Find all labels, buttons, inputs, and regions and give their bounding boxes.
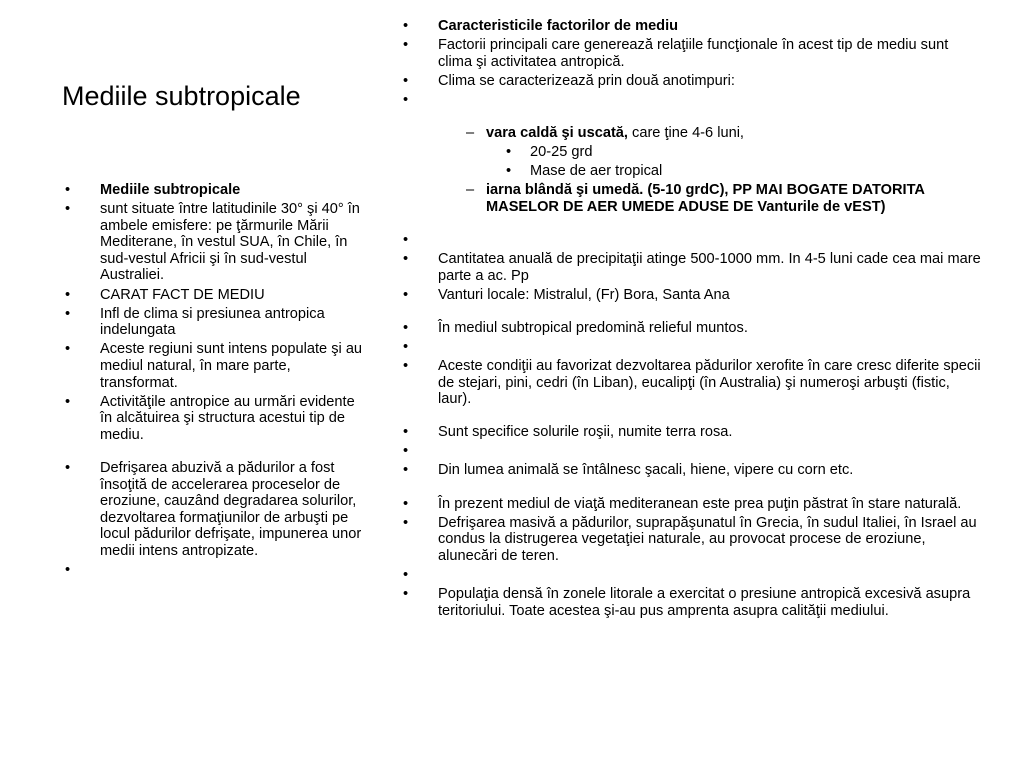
right-bullet-item — [400, 73, 982, 90]
bullet-text: Populaţia densă în zonele litorale a exercitat o presiune antropică excesivă asupra teritoriului. Toate acestea şi-au pus amprenta asupra calităţii mediului. — [438, 586, 971, 619]
bullet-text: Vanturi locale: Mistralul, (Fr) Bora, Santa Ana — [438, 286, 730, 303]
bullet-text: Aceste regiuni sunt intens populate şi au mediul natural, în mare parte, transformat. — [100, 341, 363, 391]
left-bullet-item — [62, 182, 368, 199]
left-bullet-item — [62, 306, 368, 339]
right-bullet-item — [400, 18, 982, 35]
right-bullet-item — [400, 125, 982, 142]
left-bullet-item — [62, 201, 368, 284]
right-bullet-item — [400, 182, 982, 215]
bullet-bold-text: vara caldă şi uscată, — [486, 124, 628, 141]
right-bullet-item — [400, 424, 982, 441]
bullet-text: Caracteristicile factorilor de mediu — [438, 18, 679, 34]
slide-title: Mediile subtropicale — [62, 81, 301, 111]
right-bullet-item — [400, 358, 982, 408]
bullet-text: Infl de clima si presiunea antropica indelungata — [100, 305, 325, 339]
right-bullet-item — [400, 462, 982, 479]
right-column-list — [400, 18, 982, 622]
bullet-text: Aceste condiţii au favorizat dezvoltarea pădurilor xerofite în care cresc diferite specii de stejari, pini, cedri (în Liban), eucalipţi (în Australia) şi numeroşi arbuşti (fistic, laur). — [438, 358, 981, 408]
right-bullet-item — [400, 92, 982, 109]
bullet-text: Defrişarea abuzivă a pădurilor a fost însoţită de accelerarea proceselor de eroziune, cauzând degradarea solurilor, dezvoltarea formaţiunilor de arbuşti pe locul pădurilor defrişate, impunerea unor medii intens antropizate. — [100, 459, 362, 559]
bullet-text: Defrişarea masivă a pădurilor, suprapăşunatul în Grecia, în sudul Italiei, în Israel au condus la distrugerea vegetaţiei naturale, au provocat procese de eroziune, alunecări de teren. — [438, 514, 977, 564]
right-bullet-item — [400, 496, 982, 513]
right-bullet-item — [400, 232, 982, 249]
bullet-text: Mediile subtropicale — [100, 182, 241, 198]
left-bullet-item — [62, 562, 368, 579]
right-bullet-item — [400, 163, 982, 180]
bullet-text: iarna blândă şi umedă. (5-10 grdC), PP MAI BOGATE DATORITA MASELOR DE AER UMEDE ADUSE DE Vanturile de vEST) — [486, 182, 925, 215]
bullet-text: În prezent mediul de viaţă mediteranean este prea puţin păstrat în stare naturală. — [438, 495, 962, 512]
bullet-text: Mase de aer tropical — [530, 163, 663, 180]
right-bullet-item — [400, 586, 982, 619]
left-column-list — [62, 182, 368, 581]
bullet-text: Activităţile antropice au urmări evidente în alcătuirea şi structura acestui tip de mediu. — [100, 393, 355, 443]
right-bullet-item — [400, 339, 982, 356]
bullet-text: Clima se caracterizează prin două anotimpuri: — [438, 72, 735, 89]
bullet-text: care ţine 4-6 luni, — [627, 124, 744, 141]
bullet-text: CARAT FACT DE MEDIU — [100, 286, 265, 303]
right-bullet-item — [400, 515, 982, 565]
bullet-text: În mediul subtropical predomină relieful muntos. — [438, 319, 748, 336]
bullet-text: Factorii principali care generează relaţiile funcţionale în acest tip de mediu sunt clima şi activitatea antropică. — [438, 37, 949, 70]
bullet-text: 20-25 grd — [530, 144, 593, 161]
left-bullet-item — [62, 460, 368, 560]
bullet-text: sunt situate între latitudinile 30° şi 40° în ambele emisfere: pe ţărmurile Mării Mediterane, în vestul SUA, în Chile, în sud-vestul Africii şi în sud-vestul Australiei. — [100, 201, 360, 284]
right-bullet-item — [400, 144, 982, 161]
bullet-text: Din lumea animală se întâlnesc şacali, hiene, vipere cu corn etc. — [438, 462, 854, 479]
right-bullet-item — [400, 320, 982, 337]
bullet-text: Sunt specifice solurile roşii, numite terra rosa. — [438, 424, 733, 441]
right-bullet-item — [400, 287, 982, 304]
right-bullet-item — [400, 37, 982, 70]
bullet-text: Cantitatea anuală de precipitaţii atinge 500-1000 mm. In 4-5 luni cade cea mai mare parte a ac. Pp — [438, 251, 981, 284]
left-bullet-item — [62, 341, 368, 391]
right-bullet-item — [400, 567, 982, 584]
right-bullet-item — [400, 443, 982, 460]
left-bullet-item — [62, 287, 368, 304]
right-bullet-item — [400, 251, 982, 284]
left-bullet-item — [62, 394, 368, 444]
